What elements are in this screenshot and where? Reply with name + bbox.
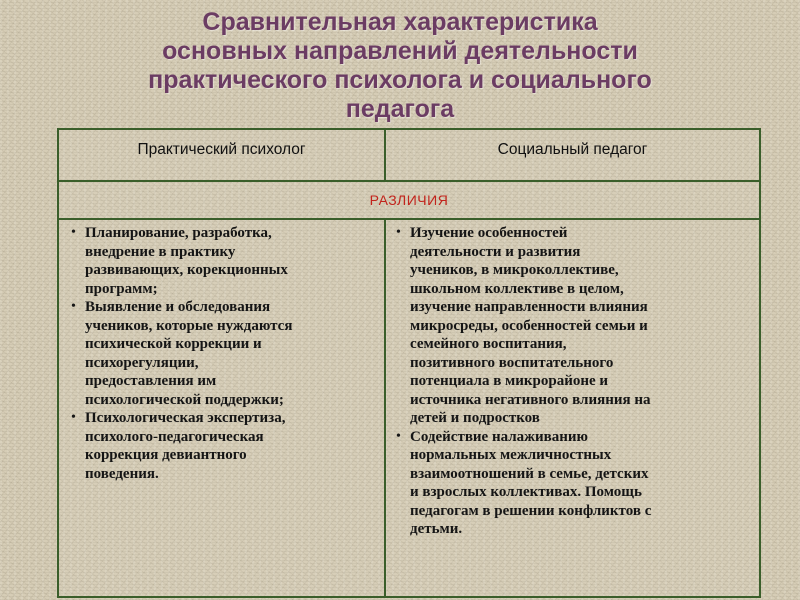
bullet-icon: • <box>396 225 401 240</box>
list-item-line: Выявление и обследования <box>85 299 271 315</box>
slide-title <box>0 8 800 128</box>
title-line: основных направлений деятельности <box>162 37 638 65</box>
list-item-line: и взрослых коллективах. Помощь <box>410 484 642 500</box>
list-item-line: психологической поддержки; <box>85 391 284 408</box>
title-line: Сравнительная характеристика <box>202 8 598 36</box>
list-item-line: Планирование, разработка, <box>85 225 272 241</box>
psychologist-duty-item <box>69 224 382 298</box>
list-item-line: психолого-педагогическая <box>85 428 264 445</box>
list-item-line: программ; <box>85 280 158 297</box>
list-item-line: развивающих, корекционных <box>85 262 288 278</box>
list-item-line: изучение направленности влияния <box>410 299 648 315</box>
bullet-icon: • <box>71 410 76 425</box>
list-item-line: психической коррекции и <box>85 336 262 352</box>
list-item-line: Психологическая экспертиза, <box>85 410 286 426</box>
list-item-line: Содействие налаживанию <box>410 428 589 445</box>
list-item-line: детьми. <box>410 521 463 537</box>
title-line: педагога <box>345 95 455 123</box>
list-item-line: внедрение в практику <box>85 243 236 260</box>
list-item-line: микросреды, особенностей семьи и <box>410 317 648 334</box>
psychologist-duties-list <box>69 224 382 483</box>
social-pedagogue-duties-list <box>394 224 757 539</box>
differences-label: РАЗЛИЧИЯ <box>59 182 759 220</box>
header-social-pedagogue: Социальный педагог <box>497 141 648 158</box>
list-item-line: предоставления им <box>85 373 217 389</box>
list-item-line: коррекция девиантного <box>85 447 247 463</box>
list-item-line: источника негативного влияния на <box>410 391 651 408</box>
social-pedagogue-duty-item <box>394 224 757 428</box>
list-item-line: позитивного воспитательного <box>410 354 614 371</box>
social-pedagogue-duties-cell <box>386 220 759 596</box>
list-item-line: поведения. <box>85 465 159 482</box>
title-line: практического психолога и социального <box>148 66 652 94</box>
list-item-line: деятельности и развития <box>410 243 581 260</box>
bullet-icon: • <box>71 299 76 314</box>
social-pedagogue-duty-item <box>394 428 757 539</box>
list-item-line: нормальных межличностных <box>410 447 612 463</box>
header-practical-psychologist: Практический психолог <box>59 130 386 180</box>
psychologist-duty-item <box>69 298 382 409</box>
comparison-table <box>57 128 761 598</box>
list-item-line: взаимоотношений в семье, детских <box>410 465 649 482</box>
list-item-line: учеников, которые нуждаются <box>85 317 293 334</box>
bullet-icon: • <box>396 428 401 444</box>
list-item-line: школьном коллективе в целом, <box>410 280 624 297</box>
psychologist-duties-cell <box>59 220 386 596</box>
bullet-icon: • <box>71 225 76 240</box>
list-item-line: Изучение особенностей <box>410 225 568 241</box>
list-item-line: детей и подростков <box>410 410 540 426</box>
list-item-line: психорегуляции, <box>85 354 199 371</box>
list-item-line: семейного воспитания, <box>410 336 567 352</box>
table-header-row <box>59 130 759 182</box>
list-item-line: потенциала в микрорайоне и <box>410 373 609 389</box>
psychologist-duty-item <box>69 409 382 483</box>
list-item-line: педагогам в решении конфликтов с <box>410 502 652 519</box>
list-item-line: учеников, в микроколлективе, <box>410 262 619 278</box>
